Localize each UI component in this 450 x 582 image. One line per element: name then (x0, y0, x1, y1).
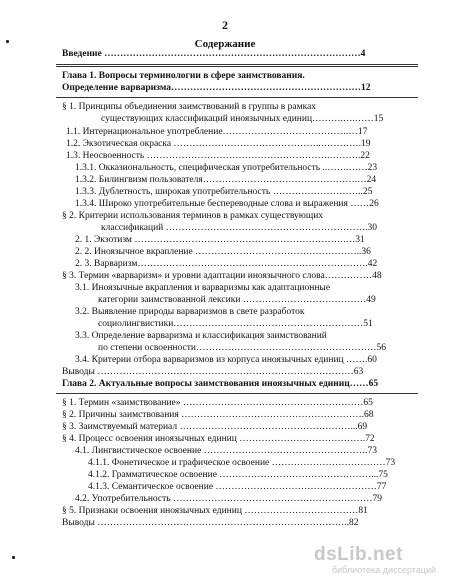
toc-entry: 2. 3. Варваризм……………………………………………………………….42 (75, 259, 378, 269)
toc-divider (56, 66, 418, 67)
toc-entry: Введение ………………………………………………………………………4 (62, 49, 366, 59)
toc-entry: § 1. Принципы объединения заимствований в группы в рамках (62, 102, 317, 112)
scan-mark-top (6, 40, 9, 43)
toc-entry: Глава 1. Вопросы терминологии в сфере заимствования. (62, 71, 305, 81)
toc-entry: 3.4. Критерии отбора варваризмов из корпуса иноязычных единиц …….60 (75, 355, 377, 365)
toc-entry: социолингвистики……………………………………………………51 (98, 319, 373, 329)
toc-entry: 4.1.3. Семантическое освоение ……………………………………………77 (88, 482, 387, 492)
toc-entry: Определение варваризма……………………………………………………12 (62, 83, 371, 93)
scan-mark-bottom (12, 556, 15, 559)
toc-entry: 4.1.2. Грамматическое освоение …………………………………………...75 (88, 470, 388, 480)
toc-entry: категории заимствованной лексики …………………………………49 (98, 295, 376, 305)
toc-entry: § 2. Критерии использования терминов в рамках существующих (62, 211, 324, 221)
toc-divider (56, 97, 418, 98)
toc-entry: 1.3. Неосвоенность ………………………………………………….……….22 (66, 151, 370, 161)
toc-entry: 3.2. Выявление природы варваризмов в свете разработок (75, 307, 305, 317)
toc-entry: Глава 2. Актуальные вопросы заимствования иноязычных единиц……65 (62, 379, 379, 389)
toc-entry: 1.2. Экзотическая окраска ………………………………………..………….19 (66, 139, 371, 149)
page-number: 2 (222, 18, 228, 32)
toc-entry: § 1. Термин «заимствование» …………………………………………………65 (62, 398, 373, 408)
toc-entry: 1.1. Интернациональное употребление………………………………….…17 (66, 127, 368, 137)
toc-entry: Выводы ………………………………………………………………………63 (62, 367, 364, 377)
toc-entry: 2. 1. Экзотизм ………………………………………………………….…31 (75, 235, 365, 245)
toc-entry: § 3. Термин «варваризм» и уровни адаптации иноязычного слова……………48 (62, 271, 382, 281)
toc-entry: 1.3.3. Дублетность, широкая употребительность ………………………..25 (75, 187, 373, 197)
toc-entry: существующих классификаций иноязычных единиц……….….……15 (101, 114, 384, 124)
watermark-subtitle: библиотека диссертаций (332, 565, 437, 575)
toc-entry: § 3. Заимствуемый материал ………………………………………………...69 (62, 422, 368, 432)
toc-entry: § 5. Признаки освоения иноязычных единиц ………………………………81 (62, 506, 368, 516)
toc-entry: 2. 2. Иноязычное вкрапление ……………………………………………..36 (75, 247, 371, 257)
toc-entry: 3.1. Иноязычные вкрапления и варваризмы как адаптационные (75, 283, 331, 293)
watermark-logo: dsLib.net (314, 544, 403, 565)
toc-entry: 4.1. Лингвистическое освоение …………………………………………….73 (75, 446, 378, 456)
toc-entry: 3.3. Определение варваризма и классификация заимствований (75, 331, 327, 341)
toc-entry: § 2. Причины заимствования ………………………………………………….68 (62, 410, 374, 420)
toc-divider (56, 64, 418, 65)
toc-entry: 1.3.1. Окказиональность, специфическая употребительность ..…….……23 (75, 163, 378, 173)
watermark (314, 544, 442, 576)
toc-entry: 1.3.4. Широко употребительные беспереводные слова и выражения ……26 (75, 199, 379, 209)
toc-heading: Содержание (194, 38, 256, 50)
toc-entry: по степени освоенности…………………………………………………56 (98, 343, 386, 353)
toc-entry: 4.2. Употребительность ………………………………………………………79 (75, 494, 382, 504)
toc-entry: § 4. Процесс освоения иноязычных единиц ………………………………….72 (62, 434, 375, 444)
toc-entry: Выводы ……………………………………………………………………..82 (62, 518, 359, 528)
toc-entry: 4.1.1. Фонетическое и графическое освоение ………………………………73 (88, 458, 396, 468)
toc-divider (56, 393, 418, 394)
toc-entry: 1.3.2. Билингвизм пользователя………………………………………….…24 (75, 175, 377, 185)
toc-entry: классификаций ……………………………………………………….30 (101, 223, 378, 233)
